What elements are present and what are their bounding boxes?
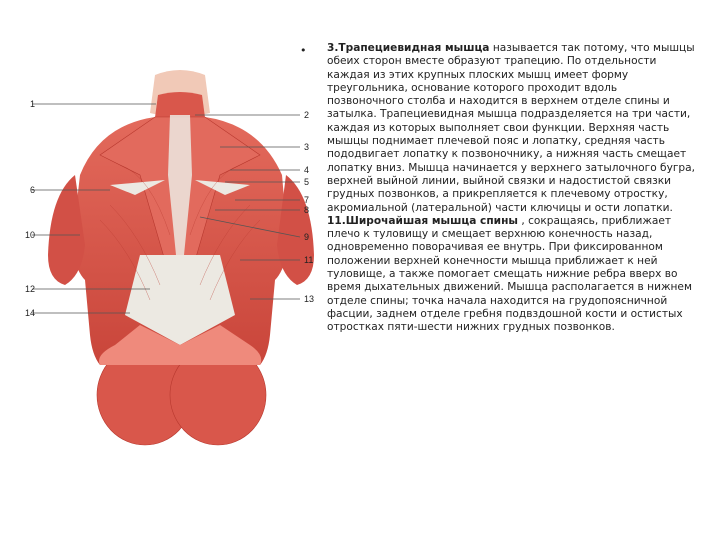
list-bullet: •	[300, 44, 307, 57]
label-12: 12	[25, 284, 36, 294]
label-3: 3	[304, 142, 310, 152]
label-11: 11	[304, 255, 314, 265]
torso	[48, 115, 314, 365]
label-2: 2	[304, 110, 310, 120]
paragraph-latissimus	[327, 215, 695, 335]
heading-trapezius: 3.Трапециевидная мышца	[327, 42, 490, 54]
label-4: 4	[304, 165, 310, 175]
label-6: 6	[30, 185, 36, 195]
description-text	[327, 42, 695, 335]
label-7: 7	[304, 195, 310, 205]
back-muscles-illustration	[20, 55, 325, 485]
label-14: 14	[25, 308, 36, 318]
label-13: 13	[304, 294, 315, 304]
body-trapezius: называется так потому, что мышцы обеих сторон вместе образуют трапецию. По отдельности каждая из этих крупных плоских мышц имеет форму треугольника, основание которого проходит вдоль позвоночного столба и находится в верхнем отделе спины и затылка. Трапециевидная мышца подразделяется на три части, каждая из которых выполняет свои функции. Верхняя часть мышцы поднимает плечевой пояс и лопатку, средняя часть пододвигает лопатку к позвоночнику, а нижняя часть смещает лопатку вниз. Мышца начинается у верхнего затылочного бугра, верхней выйной линии, выйной связки и надостистой связки грудных позвонков, а прикрепляется к плечевому отростку, акромиальной (латеральной) части ключицы и ости лопатки.	[327, 42, 695, 214]
body-latissimus: , сокращаясь, приближает плечо к туловищу и смещает верхнюю конечность назад, одновременно поворачивая ее внутрь. При фиксированном положении верхней конечности мышца приближает к ней туловище, а также помогает смещать нижние ребра вверх во время дыхательных движений. Мышца располагается в нижнем отделе спины; точка начала находится на грудопоясничной фасции, заднем отделе гребня подвздошной кости и остистых отростках пяти-шести нижних грудных позвонков.	[327, 214, 692, 334]
label-5: 5	[304, 177, 310, 187]
paragraph-trapezius	[327, 42, 695, 215]
label-10: 10	[25, 230, 36, 240]
label-8: 8	[304, 205, 310, 215]
label-1: 1	[30, 99, 36, 109]
anatomy-svg	[20, 55, 325, 485]
heading-latissimus: 11.Широчайшая мышца спины	[327, 214, 518, 227]
label-9: 9	[304, 232, 310, 242]
